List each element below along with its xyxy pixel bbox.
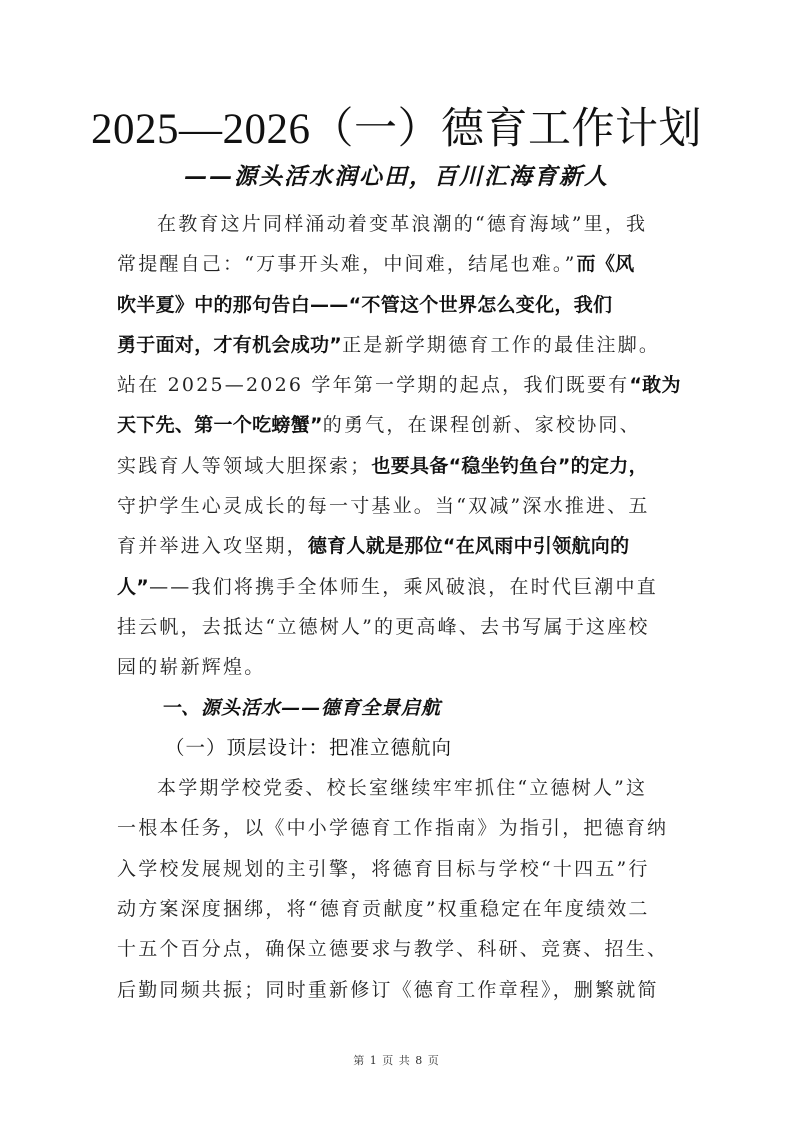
bold-text: 吹半夏》中的那句告白——“不管这个世界怎么变化，我们 (117, 293, 613, 316)
text-line (117, 567, 673, 607)
bold-text: 天下先、第一个吃螃蟹” (117, 414, 323, 437)
text-run: 挂云帆，去抵达“立德树人”的更高峰、去书写属于这座校 (117, 615, 650, 638)
bold-text: “敢为 (629, 374, 681, 397)
text-run: 正是新学期德育工作的最佳注脚。 (342, 333, 661, 356)
text-line (117, 526, 673, 566)
text-line (117, 486, 673, 526)
section-paragraph (117, 768, 673, 1010)
text-run: 在教育这片同样涌动着变革浪潮的“德育海域”里，我 (157, 213, 648, 235)
text-run: 守护学生心灵成长的每一寸基业。当“双减”深水推进、五 (117, 495, 650, 518)
intro-paragraph (117, 204, 681, 688)
text-line (117, 607, 673, 647)
document-subtitle: ——源头活水润心田，百川汇海育新人 (184, 163, 609, 190)
bold-text: 而《风 (576, 253, 635, 276)
text-line: 十五个百分点，确保立德要求与教学、科研、竞赛、招生、 (117, 938, 669, 961)
section-heading: 一、源头活水——德育全景启航 (161, 696, 442, 719)
text-line (117, 365, 681, 405)
text-line (117, 325, 673, 365)
bold-text: 德育人就是那位“在风雨中引领航向的 (307, 535, 630, 558)
text-line (117, 446, 673, 486)
text-line (117, 647, 673, 687)
text-run: 实践育人等领域大胆探索； (117, 454, 372, 477)
text-line (117, 285, 673, 325)
text-line (117, 204, 673, 244)
text-run: 园的崭新辉煌。 (117, 656, 266, 679)
document-title: 2025—2026（一）德育工作计划 (91, 106, 702, 153)
text-line: 动方案深度捆绑，将“德育贡献度”权重稳定在年度绩效二 (117, 898, 650, 921)
bold-text: 勇于面对，才有机会成功” (117, 333, 343, 356)
text-run: 的勇气，在课程创新、家校协同、 (322, 414, 641, 437)
text-run: ——我们将携手全体师生，乘风破浪，在时代巨潮中直 (149, 575, 658, 598)
text-run: 常提醒自己：“万事开头难，中间难，结尾也难。” (117, 253, 577, 276)
text-line: 入学校发展规划的主引擎，将德育目标与学校“十四五”行 (117, 857, 650, 880)
text-line (117, 244, 673, 284)
bold-text: 人” (117, 575, 150, 598)
text-line: 一根本任务，以《中小学德育工作指南》为指引，把德育纳 (117, 817, 669, 840)
text-line: 后勤同频共振；同时重新修订《德育工作章程》，删繁就简 (117, 978, 659, 1001)
text-line: 本学期学校党委、校长室继续牢牢抓住“立德树人”这 (157, 777, 648, 800)
subsection-heading: （一）顶层设计：把准立德航向 (165, 735, 453, 759)
text-run: 育并举进入攻坚期， (117, 535, 308, 558)
document-body (117, 204, 681, 1010)
page-footer: 第 1 页 共 8 页 (353, 1054, 440, 1067)
text-line (117, 405, 673, 445)
bold-text: 也要具备“稳坐钓鱼台”的定力， (371, 454, 648, 477)
text-run: 站在 2025—2026 学年第一学期的起点，我们既要有 (117, 374, 630, 397)
